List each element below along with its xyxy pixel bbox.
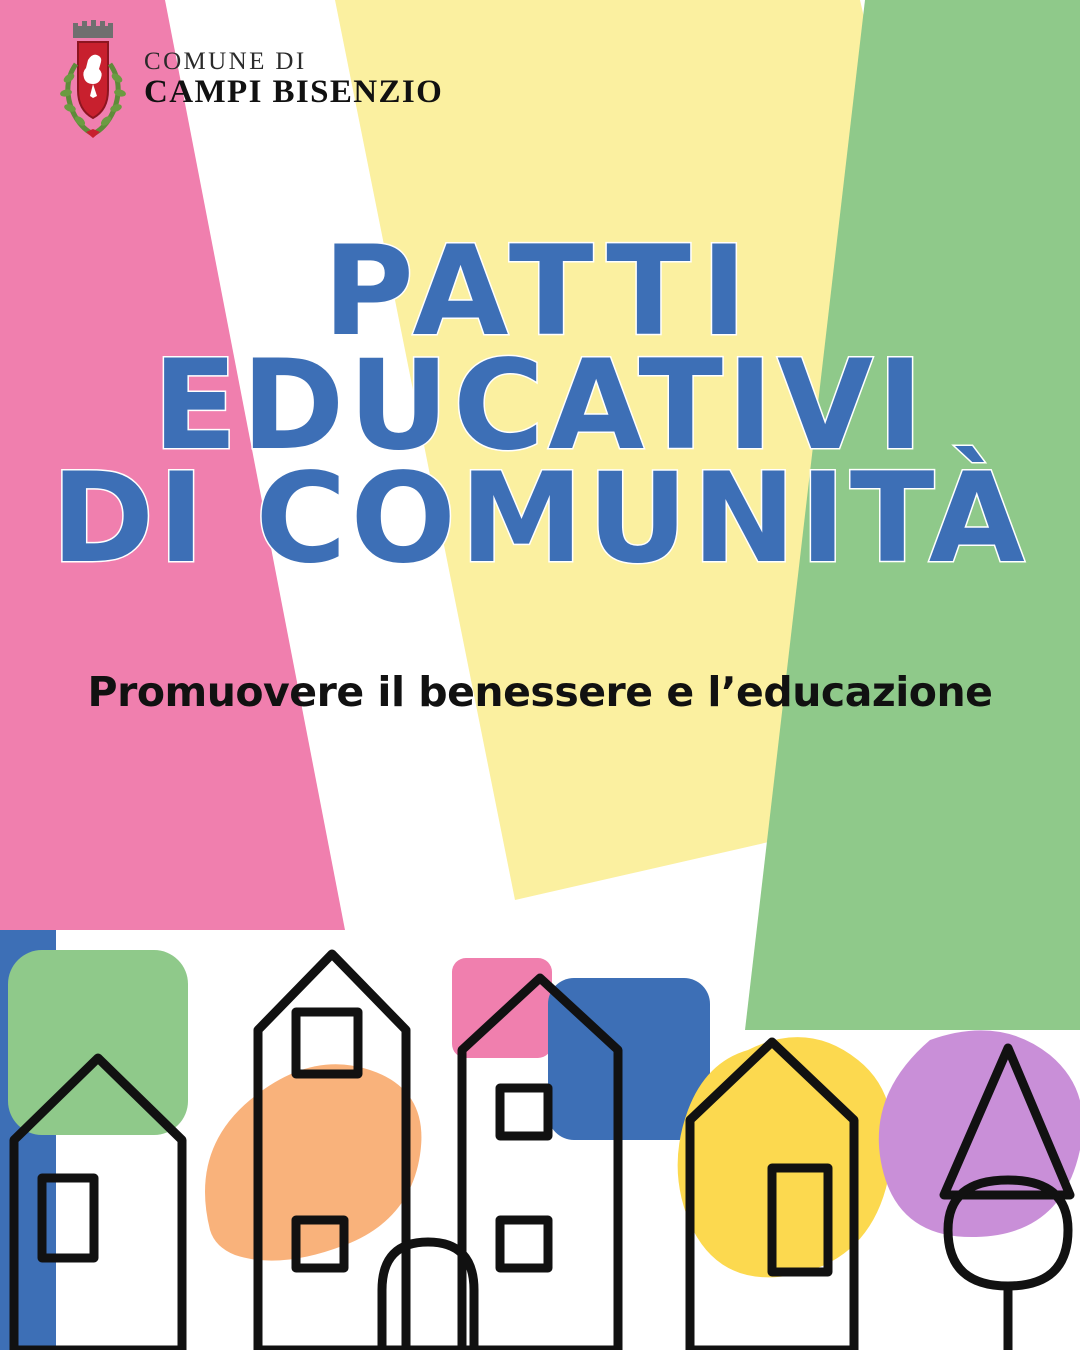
house-left-window (42, 1178, 94, 1258)
orange-blob (205, 1064, 421, 1260)
logo-line-city: CAMPI BISENZIO (144, 73, 444, 110)
green-rounded-square (8, 950, 188, 1135)
logo-text-block (144, 48, 443, 111)
purple-blob (879, 1030, 1080, 1237)
house-center-window-low (500, 1220, 548, 1268)
community-houses-illustration (0, 930, 1080, 1350)
municipality-logo (56, 18, 443, 140)
title-line-2: EDUCATIVI (152, 333, 928, 478)
coat-of-arms-crest-icon (56, 18, 130, 140)
house-center-window-top (500, 1088, 548, 1136)
page-title (0, 220, 1080, 592)
yellow-blob (678, 1037, 893, 1277)
logo-line-comune: COMUNE DI (144, 47, 307, 75)
title-line-1: PATTI (323, 220, 757, 364)
page-subtitle: Promuovere il benessere e l’educazione (87, 668, 993, 716)
title-line-3: DI COMUNITÀ (51, 447, 1029, 592)
